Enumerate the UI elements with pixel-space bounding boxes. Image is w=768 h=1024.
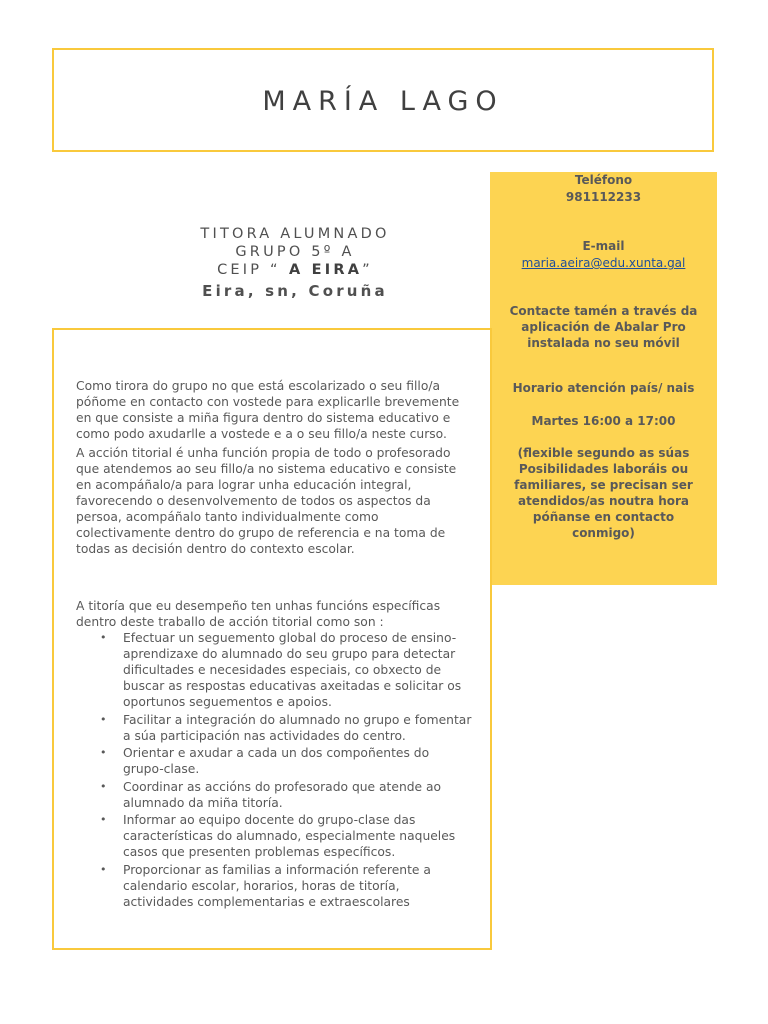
bullet-icon: • xyxy=(100,712,107,726)
bullet-icon: • xyxy=(100,813,107,826)
phone-label: Teléfono xyxy=(574,173,633,187)
email-label: E-mail xyxy=(582,239,625,253)
intro-text xyxy=(76,378,472,557)
name-header-box xyxy=(52,48,714,152)
function-text: Orientar e axudar a cada un dos compoñentes do grupo-clase. xyxy=(123,746,430,776)
phone-value: 981112233 xyxy=(565,190,642,204)
contact-panel xyxy=(490,172,717,585)
list-item xyxy=(76,779,472,811)
function-text: Facilitar a integración do alumnado no grupo e fomentar a súa participación nas actividades do centro. xyxy=(123,712,472,743)
function-text: Coordinar as accións do profesorado que atende ao alumnado da miña titoría. xyxy=(123,779,442,810)
list-item xyxy=(76,745,472,777)
group-label: GRUPO 5º A xyxy=(235,244,355,260)
intro-paragraph-1: Como tirora do grupo no que está escolarizado o seu fillo/a póñome en contacto con vostede para explicarlle brevemente en que consiste a miña figura dentro do sistema educativo e como podo axudarlle a vostede e a o seu fillo/a neste curso. xyxy=(76,379,460,441)
bullet-icon: • xyxy=(100,631,107,644)
role-title: TITORA ALUMNADO xyxy=(200,226,390,242)
teacher-name: MARÍA LAGO xyxy=(262,86,504,117)
school-address: Eira, sn, Coruña xyxy=(202,282,388,300)
list-item xyxy=(76,630,472,710)
function-text: Informar ao equipo docente do grupo-clase das características do alumnado, especialmente naqueles casos que presenten problemas específicos. xyxy=(123,813,456,859)
school-name-prefix: CEIP “ xyxy=(217,262,281,278)
email-link-wrap xyxy=(496,255,711,271)
list-item xyxy=(76,862,472,910)
hours-label: Horario atención país/ nais xyxy=(512,381,695,395)
intro-paragraph-2: A acción titorial é unha función propia de todo o profesorado que atendemos ao seu fillo/a no sistema educativo e consiste en acompáñalo/a para lograr unha educación integral, favorecendo o desenvolvemento de todos os aspectos da persoa, acompáñalo tanto individualmente como colectivamente dentro do grupo de referencia e na toma de todas as decisión dentro do contexto escolar. xyxy=(76,446,457,556)
app-note: Contacte tamén a través da aplicación de Abalar Pro instalada no seu móvil xyxy=(509,304,698,350)
hours-value: Martes 16:00 a 17:00 xyxy=(531,414,676,428)
school-name xyxy=(150,260,440,280)
list-item xyxy=(76,812,472,860)
function-text: Efectuar un seguemento global do proceso de ensino-aprendizaxe do alumnado do seu grupo para detectar dificultades e necesidades especiais, co obxecto de buscar as respostas educativas axeitadas e solicitar os oportunos seguementos e apoios. xyxy=(123,631,462,709)
bullet-icon: • xyxy=(100,746,107,759)
functions-intro: A titoría que eu desempeño ten unhas funcións específicas dentro deste traballo de acción titorial como son : xyxy=(76,599,441,629)
school-name-bold: A EIRA xyxy=(280,262,363,278)
role-block xyxy=(150,224,440,301)
bullet-icon: • xyxy=(100,779,107,793)
bullet-icon: • xyxy=(100,862,107,876)
functions-list xyxy=(76,630,472,910)
list-item xyxy=(76,712,472,744)
email-link[interactable]: maria.aeira@edu.xunta.gal xyxy=(521,256,686,270)
functions-section xyxy=(76,598,472,911)
flexible-note: (flexible segundo as súas Posibilidades laboráis ou familiares, se precisan ser atendidos/as noutra hora póñanse en contacto conmigo) xyxy=(514,446,693,540)
function-text: Proporcionar as familias a información referente a calendario escolar, horarios, horas de titoría, actividades complementarias e extraescolares xyxy=(123,862,431,909)
school-name-suffix: ” xyxy=(362,262,373,278)
